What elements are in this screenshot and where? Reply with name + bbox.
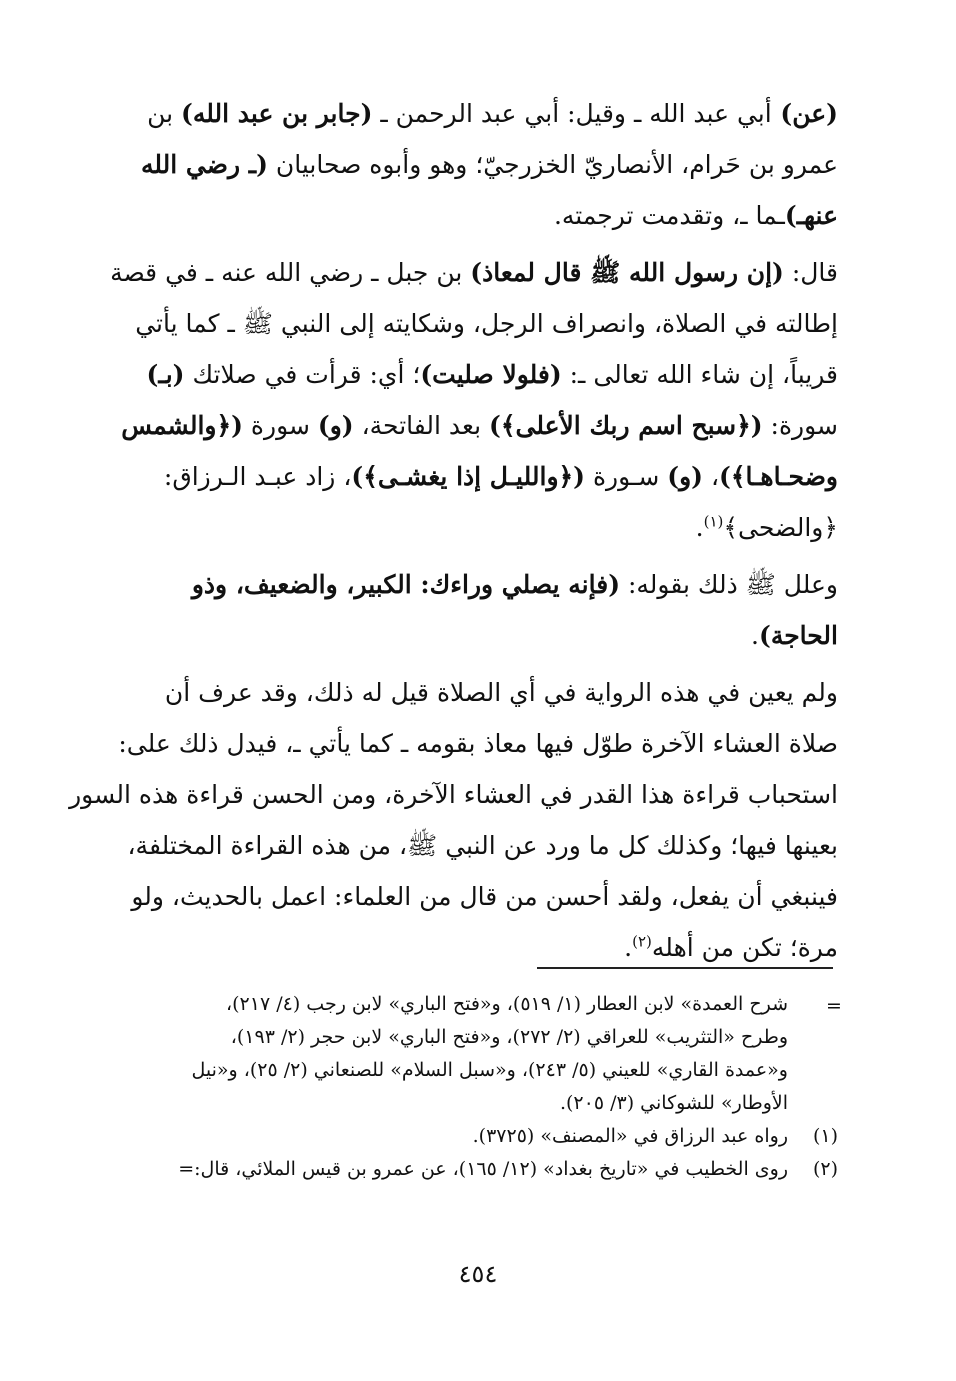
text-line [118,139,838,190]
text-segment: إطالته في الصلاة، وانصراف الرجل، وشكايته إلى النبي ﷺ ـ كما يأتي [135,309,838,338]
bold-segment: (بـ) [146,360,185,389]
text-segment: وعلل ﷺ ذلك بقوله: [620,570,838,599]
line-text: مرة؛ تكن من أهله [651,933,838,962]
footnote-line: الأوطار» للشوكاني (٣/ ٢٠٥). [559,1092,788,1114]
text-line: استحباب قراءة هذا القدر في العشاء الآخرة، ومن الحسن قراءة هذه السور [69,780,838,809]
text-segment: ـما ـ، وتقدمت ترجمته. [553,201,785,230]
text-line: صلاة العشاء الآخرة طوّل فيها معاذ بقومه ـ كما يأتي ـ، فيدل ذلك على: [118,729,838,758]
text-segment: . [751,621,759,650]
text-segment: بن جبل ـ رضي الله عنه ـ في قصة [110,258,471,287]
line-end: . [624,933,633,962]
text-line [118,400,838,451]
text-segment: ، زاد عبـد الـرزاق: [163,462,352,491]
bold-segment: (فلولا صليت) [420,360,562,389]
bold-segment: (و) [317,411,354,440]
paragraph-2 [110,247,838,553]
text-line [118,922,838,973]
text-line [118,610,838,661]
paragraph-4 [69,667,838,973]
paragraph-1 [118,88,838,241]
bold-segment: (﴿والشمس [121,411,243,440]
page-number: ٤٥٤ [458,1260,498,1288]
paragraph-3 [118,559,838,661]
footnote-continuation-mark: = [826,995,842,1017]
footnote-separator [537,967,833,969]
footnote-number: (٢) [812,1158,838,1180]
bold-segment: (و) [667,462,703,491]
text-segment: سورة: [762,411,838,440]
text-line [110,247,838,298]
footnote-ref-2[interactable]: (٢) [632,932,652,951]
bold-segment: الحاجة) [758,621,838,650]
footnote-line: شرح العمدة» لابن العطار (١/ ٥١٩)، و«فتح الباري» لابن رجب (٤/ ٢١٧)، [226,993,788,1015]
text-line [118,88,838,139]
line-end: . [695,513,704,542]
bold-segment: (جابر بن عبد الله) [181,99,373,128]
text-line [118,298,838,349]
text-line: بعينها فيها؛ وكذلك كل ما ورد عن النبي ﷺ، من هذه القراءة المختلفة، [127,831,838,860]
text-segment: عمرو بن حَرام، الأنصاريّ الخزرجيّ؛ وهو وأبوه صحابيان [267,150,838,179]
text-segment: أبي عبد الله ـ وقيل: أبي عبد الرحمن ـ [372,99,772,128]
footnote-mark-empty [788,988,838,1120]
text-line [118,502,838,553]
bold-segment: (فإنه يصلي وراءك: الكبير، والضعيف، وذو [191,570,621,599]
text-segment: سـورة [585,462,668,491]
bold-segment: (ـ رضي الله [140,150,268,179]
text-segment: ، [703,462,720,491]
footnote-continued-body [118,988,788,1120]
text-line: ولم يعين في هذه الرواية في أي الصلاة قيل له ذلك، وقد عرف أن [164,678,838,707]
bold-segment: (إن رسول الله ﷺ قال لمعاذ) [470,258,784,287]
footnote-ref-1[interactable]: (١) [703,512,724,531]
main-text [69,88,838,979]
bold-segment: (﴿والليـل إذا يغشـى﴾) [351,462,585,491]
text-line [118,559,838,610]
bold-segment: (﴿سبح اسم ربك الأعلى﴾) [489,411,763,440]
text-line: فينبغي أن يفعل، ولقد أحسن من قال من العلماء: اعمل بالحديث، ولو [131,882,838,911]
footnote-number: (١) [812,1125,838,1147]
footnotes [118,988,838,1186]
text-segment: بعد الفاتحة، [353,411,490,440]
text-segment: بن [147,99,181,128]
footnote-1 [118,1120,838,1153]
text-segment: سورة [242,411,318,440]
footnote-line: و«عمدة القاري» للعيني (٥/ ٢٤٣)، و«سبل السلام» للصنعاني (٢/ ٢٥)، و«نيل [191,1059,788,1081]
footnote-line: وطرح «التثريب» للعراقي (٢/ ٢٧٢)، و«فتح الباري» لابن حجر (٢/ ١٩٣)، [230,1026,788,1048]
footnote-2 [118,1153,838,1186]
footnote-text: رواه عبد الرزاق في «المصنف» (٣٧٢٥). [472,1125,788,1147]
bold-segment: عنهـ) [784,201,838,230]
text-segment: قال: [783,258,838,287]
text-segment: قريباً، إن شاء الله تعالى ـ: [561,360,838,389]
footnote-continued [118,988,838,1120]
text-line [118,451,838,502]
text-line [118,349,838,400]
quran-quote: ﴿والضحى﴾ [723,513,838,542]
footnote-text: روى الخطيب في «تاريخ بغداد» (١٢/ ١٦٥)، عن عمرو بن قيس الملائي، قال:= [178,1158,788,1180]
bold-segment: وضحـاهـا﴾) [719,462,838,491]
bold-segment: (عن) [771,99,838,128]
text-line [118,190,838,241]
text-segment: ؛ أي: قرأت في صلاتك [184,360,421,389]
